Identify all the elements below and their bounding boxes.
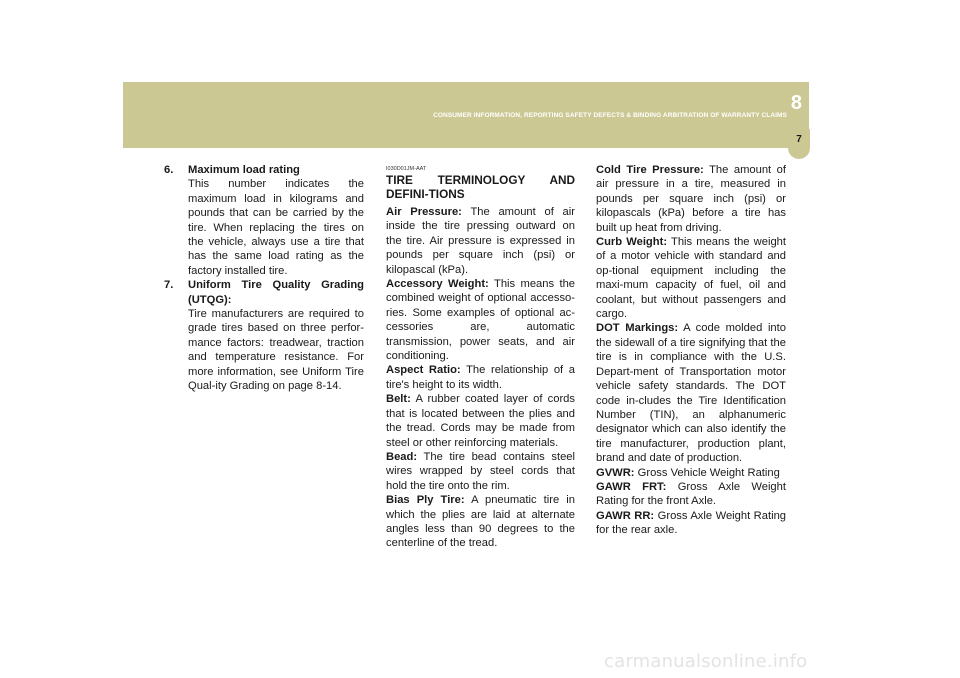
definition	[596, 466, 786, 480]
column-2	[386, 163, 575, 551]
definition-term: Bead:	[386, 450, 418, 463]
definition-term: Air Pressure:	[386, 206, 462, 218]
definition	[596, 321, 786, 465]
definition	[596, 509, 786, 538]
section-heading: TIRE TERMINOLOGY AND DEFINI-TIONS	[386, 173, 575, 201]
definition-text: This means the weight of a motor vehicle with standard and op-tional equipment including the maxi-mum capacity of fuel, oil and coolant, but without passengers and cargo.	[596, 236, 786, 321]
definition-text: The relationship of a tire's height to its width.	[386, 364, 576, 391]
watermark: carmanualsonline.info	[604, 651, 808, 672]
definition	[386, 205, 575, 277]
definition-text: Gross Axle Weight Rating for the rear axle.	[596, 509, 787, 537]
definition-term: Aspect Ratio:	[386, 364, 461, 377]
definition-term: Bias Ply Tire:	[386, 494, 465, 507]
definition-text: A pneumatic tire in which the plies are laid at alternate angles less than 90 degrees to the centerline of the tread.	[386, 494, 575, 550]
definition-text: The amount of air inside the tire pressing outward on the tire. Air pressure is expressed in pounds per square inch (psi) or kilopascal (kPa).	[386, 206, 575, 276]
definition	[386, 392, 575, 450]
page-number: 7	[796, 134, 802, 145]
definition	[386, 450, 575, 493]
definition	[386, 363, 575, 392]
definition	[596, 480, 786, 509]
definition-term: Belt:	[386, 393, 411, 406]
list-item-title: Uniform Tire Quality Grading (UTQG):	[188, 279, 364, 306]
definition-text: The tire bead contains steel wires wrapped by steel cords that hold the tire onto the rim.	[386, 450, 575, 492]
definition-text: A rubber coated layer of cords that is located between the plies and the tread. Cords may be made from steel or other reinforcing materials.	[386, 393, 575, 449]
list-item-body: Tire manufacturers are required to grade tires based on three perfor-mance factors: treadwear, traction and temperature resistance. For more information, see Uniform Tire Qual-ity Grading on page 8-14.	[188, 308, 364, 393]
definition-text: A code molded into the sidewall of a tire signifying that the tire is in compliance with the U.S. Depart-ment of Transportation motor vehicle safety standards. The DOT code in-cludes the Tire Identification Number (TIN), an alphanumeric designator which can also identify the tire manufacturer, production plant, brand and date of production.	[596, 322, 786, 465]
definition-text: This means the combined weight of optional accesso-ries. Some examples of optional ac-cessories are, automatic transmission, power seats, and air conditioning.	[386, 278, 576, 363]
definition-term: GAWR RR:	[596, 509, 655, 522]
definition-term: GAWR FRT:	[596, 480, 667, 493]
column-3	[596, 163, 786, 538]
list-item-number: 7.	[164, 279, 174, 292]
chapter-number: 8	[790, 92, 802, 114]
chapter-banner	[123, 82, 809, 148]
definition-term: Curb Weight:	[596, 236, 668, 249]
definition	[596, 235, 786, 321]
column-1	[164, 163, 364, 394]
page-tab	[788, 129, 810, 159]
definition-text: The amount of air pressure in a tire, measured in pounds per square inch (psi) or kilopascals (kPa) before a tire has built up heat from driving.	[596, 164, 786, 234]
banner-title: CONSUMER INFORMATION, REPORTING SAFETY DEFECTS & BINDING ARBITRATION OF WARRANTY CLAIMS	[433, 112, 787, 119]
list-item-body: This number indicates the maximum load in kilograms and pounds that can be carried by the tire. When replacing the tires on the vehicle, always use a tire that has the same load rating as the factory installed tire.	[188, 178, 364, 277]
definition	[386, 493, 575, 551]
definition-term: DOT Markings:	[596, 322, 679, 335]
definition-term: Accessory Weight:	[386, 278, 489, 291]
definition-text: Gross Vehicle Weight Rating	[637, 466, 780, 479]
list-item	[164, 163, 364, 278]
definition-term: GVWR:	[596, 466, 635, 479]
section-code: I030D01JM-AAT	[386, 166, 427, 172]
definition-term: Cold Tire Pressure:	[596, 164, 704, 176]
definition	[596, 163, 786, 235]
list-item-title: Maximum load rating	[188, 164, 300, 176]
definition-text: Gross Axle Weight Rating for the front Axle.	[596, 480, 786, 508]
list-item-number: 6.	[164, 164, 174, 176]
definition	[386, 277, 575, 363]
list-item	[164, 278, 364, 393]
